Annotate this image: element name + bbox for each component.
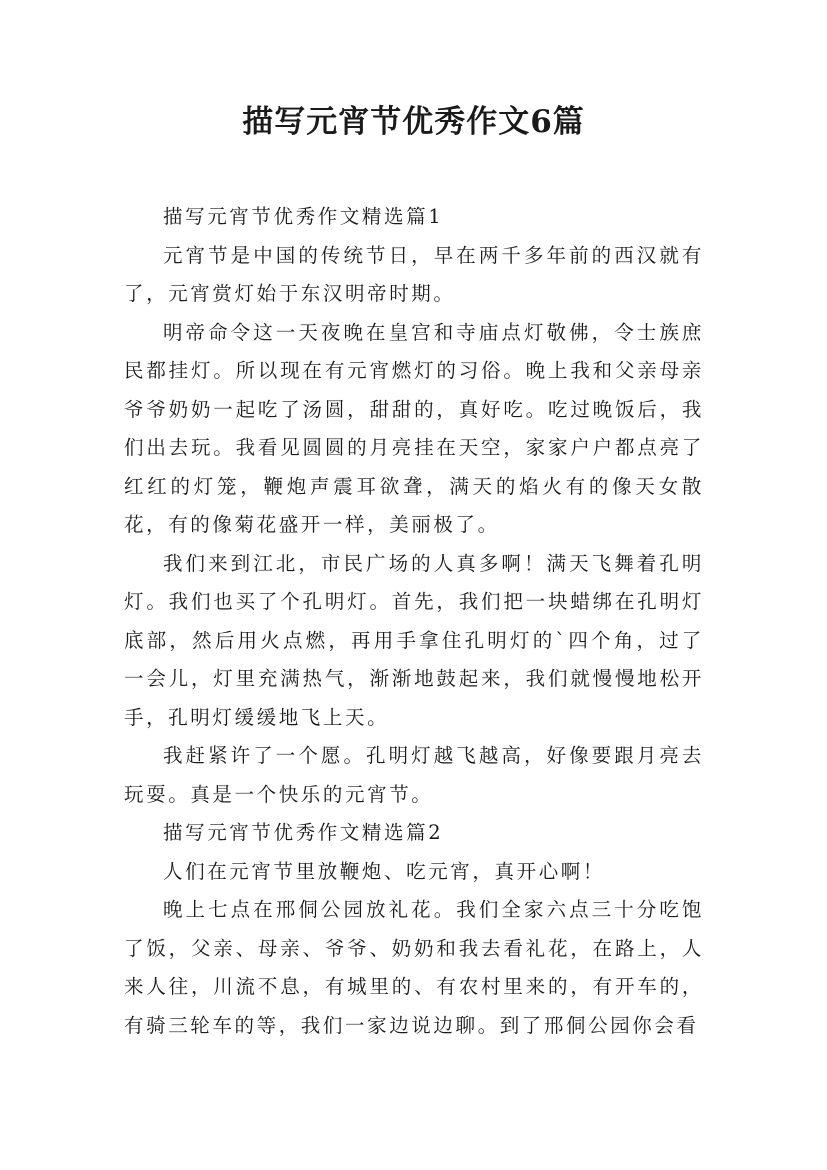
section-heading-1: 描写元宵节优秀作文精选篇1 (163, 205, 444, 228)
paragraph: 人们在元宵节里放鞭炮、吃元宵，真开心啊！ (163, 859, 606, 883)
paragraph: 我们来到江北，市民广场的人真多啊！满天飞舞着孔明灯。我们也买了个孔明灯。首先，我们把一块蜡绑在孔明灯底部，然后用火点燃，再用手拿住孔明灯的`四个角，过了一会儿，灯里充满热气，渐渐地鼓起来，我们就慢慢地松开手，孔明灯缓缓地飞上天。 (124, 551, 704, 729)
document-title: 描写元宵节优秀作文6篇 (242, 104, 585, 140)
document-body (124, 198, 704, 1045)
paragraph: 元宵节是中国的传统节日，早在两千多年前的西汉就有了，元宵赏灯始于东汉明帝时期。 (124, 243, 704, 305)
paragraph: 我赶紧许了一个愿。孔明灯越飞越高，好像要跟月亮去玩耍。真是一个快乐的元宵节。 (124, 744, 704, 806)
section-heading-2: 描写元宵节优秀作文精选篇2 (163, 821, 444, 844)
paragraph: 晚上七点在邢侗公园放礼花。我们全家六点三十分吃饱了饭，父亲、母亲、爷爷、奶奶和我去看礼花，在路上，人来人往，川流不息，有城里的、有农村里来的，有开车的，有骑三轮车的等，我们一家边说边聊。到了邢侗公园你会看 (124, 898, 704, 1037)
paragraph: 明帝命令这一天夜晚在皇宫和寺庙点灯敬佛，令士族庶民都挂灯。所以现在有元宵燃灯的习俗。晚上我和父亲母亲爷爷奶奶一起吃了汤圆，甜甜的，真好吃。吃过晚饭后，我们出去玩。我看见圆圆的月亮挂在天空，家家户户都点亮了红红的灯笼，鞭炮声震耳欲聋，满天的焰火有的像天女散花，有的像菊花盛开一样，美丽极了。 (124, 320, 704, 536)
